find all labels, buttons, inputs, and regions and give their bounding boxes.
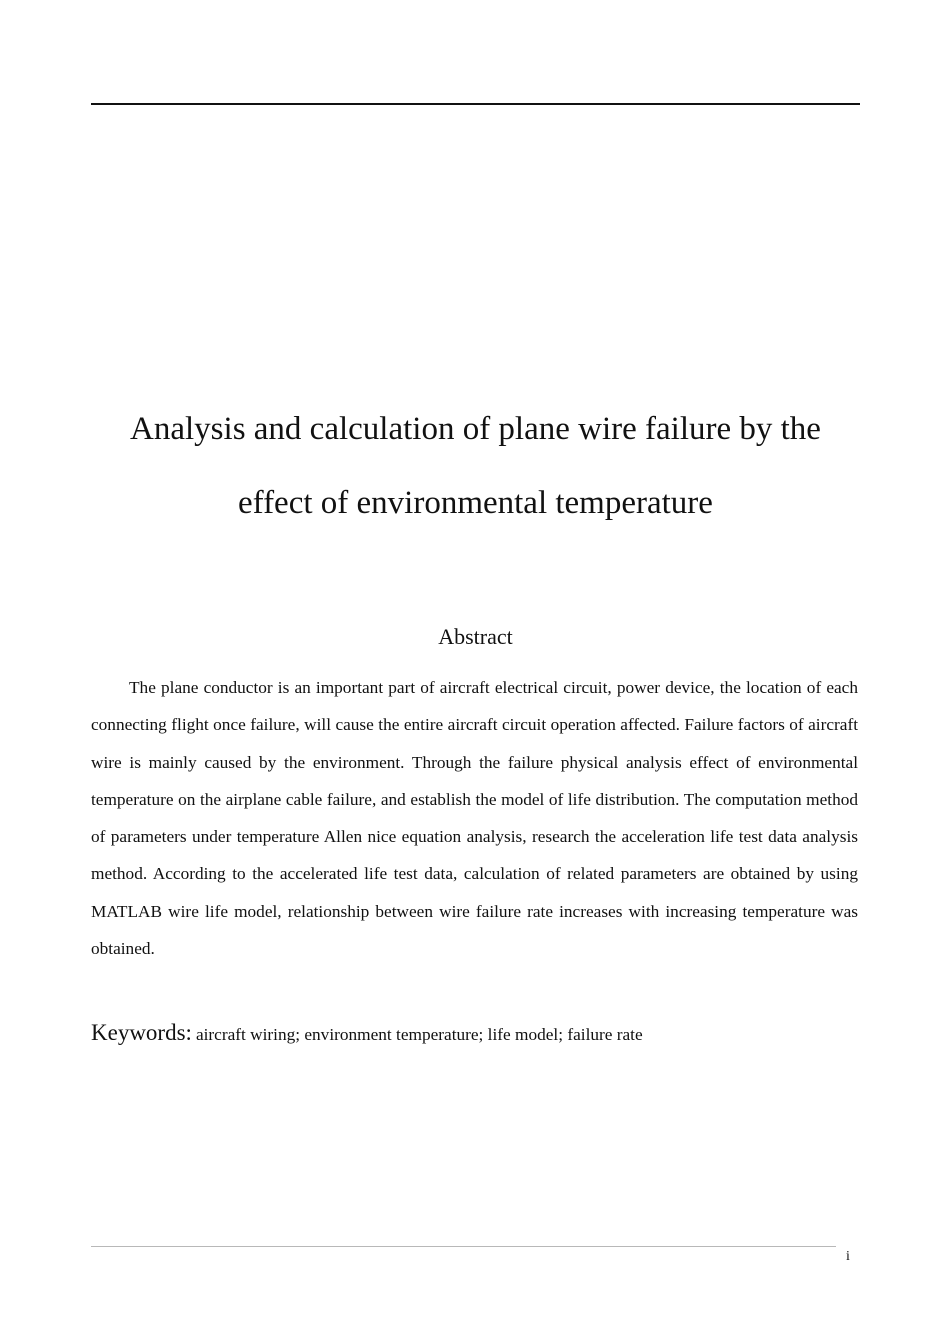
header-rule xyxy=(91,103,860,105)
abstract-body: The plane conductor is an important part of aircraft electrical circuit, power device, the location of each connecting flight once failure, will cause the entire aircraft circuit operation affected. Failure factors of aircraft wire is mainly caused by the environment. Through the failure physical analysis effect of environmental temperature on the airplane cable failure, and establish the model of life distribution. The computation method of parameters under temperature Allen nice equation analysis, research the acceleration life test data analysis method. According to the accelerated life test data, calculation of related parameters are obtained by using MATLAB wire life model, relationship between wire failure rate increases with increasing temperature was obtained. xyxy=(91,678,858,959)
keywords-text: aircraft wiring; environment temperature; life model; failure rate xyxy=(195,1025,643,1044)
page-number: i xyxy=(846,1249,850,1264)
keywords-line xyxy=(91,1016,860,1053)
document-title: Analysis and calculation of plane wire failure by the effect of environmental temperature xyxy=(130,411,821,521)
footer-rule xyxy=(91,1246,836,1247)
abstract-heading: Abstract xyxy=(438,624,513,649)
keywords-label: Keywords: xyxy=(91,1020,192,1045)
